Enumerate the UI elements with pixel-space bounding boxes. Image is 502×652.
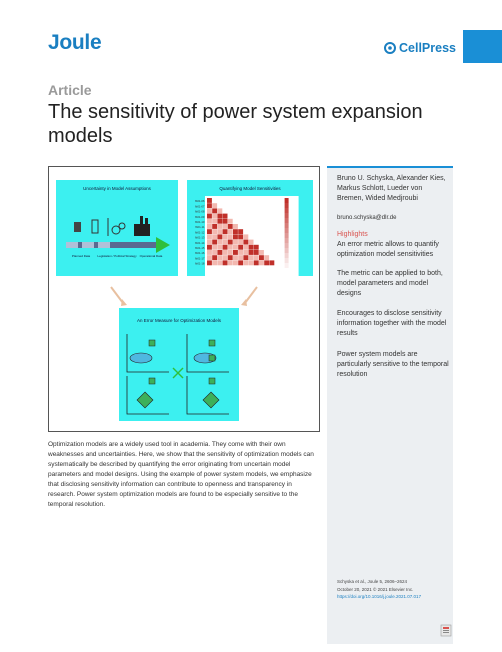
header-blue-tab <box>463 30 502 63</box>
heatmap-cell <box>233 240 238 245</box>
heatmap-colorbar-segment <box>285 218 289 223</box>
check-for-updates-icon[interactable] <box>440 624 452 637</box>
error-measure-illustration <box>119 308 239 421</box>
heatmap-cell <box>233 245 238 250</box>
heatmap-cell <box>254 250 259 255</box>
heatmap-cell <box>238 245 243 250</box>
heatmap-cell <box>207 224 212 229</box>
heatmap-cell <box>228 219 233 224</box>
heatmap-cell <box>207 208 212 213</box>
heatmap-row-label: fb01-16 <box>195 251 205 256</box>
heatmap-cell <box>228 260 233 265</box>
heatmap-cell <box>228 224 233 229</box>
panel-uncertainty-title: Uncertainty in Model Assumptions <box>83 186 151 191</box>
highlight-item: An error metric allows to quantify optimization model sensitivities <box>337 241 439 258</box>
heatmap-cell <box>207 234 212 239</box>
heatmap-colorbar-segment <box>285 243 289 248</box>
heatmap-cell <box>259 250 264 255</box>
heatmap-cell <box>207 250 212 255</box>
heatmap-cell <box>207 255 212 260</box>
heatmap-cell <box>212 250 217 255</box>
highlights-heading: Highlights <box>337 231 368 238</box>
heatmap-cell <box>264 255 269 260</box>
heatmap-cell <box>217 208 222 213</box>
heatmap-cell <box>212 214 217 219</box>
authors: Bruno U. Schyska, Alexander Kies, Markus Schlott, Lueder von Bremen, Wided Medjroubi <box>337 175 446 202</box>
heatmap-cell <box>233 234 238 239</box>
heatmap-cell <box>243 240 248 245</box>
heatmap-cell <box>212 245 217 250</box>
heatmap-cell <box>207 260 212 265</box>
heatmap-row-label: fb01-09 <box>195 214 205 219</box>
heatmap-cell <box>264 260 269 265</box>
heatmap-colorbar-segment <box>285 228 289 233</box>
heatmap-cell <box>217 255 222 260</box>
heatmap-cell <box>217 214 222 219</box>
heatmap-cell <box>217 229 222 234</box>
heatmap-colorbar-segment <box>285 233 289 238</box>
heatmap-cell <box>223 255 228 260</box>
journal-logo: Joule <box>48 31 102 54</box>
publisher-name: CellPress <box>399 41 456 55</box>
citation-block <box>337 578 453 601</box>
heatmap-row-label: fb01-06 <box>195 199 205 204</box>
heatmap-cell <box>238 250 243 255</box>
heatmap-cell <box>207 198 212 203</box>
heatmap-row-label: fb01-10 <box>195 219 205 224</box>
article-title: The sensitivity of power system expansion models <box>48 101 423 147</box>
heatmap-cell <box>217 224 222 229</box>
heatmap-cell <box>207 245 212 250</box>
heatmap-cell <box>217 245 222 250</box>
heatmap-cell <box>249 250 254 255</box>
heatmap-cell <box>223 214 228 219</box>
heatmap-cell <box>228 250 233 255</box>
heatmap-cell <box>212 240 217 245</box>
heatmap-colorbar-segment <box>285 238 289 243</box>
heatmap-cell <box>254 255 259 260</box>
heatmap-cell <box>259 255 264 260</box>
panel-sensitivities-title: Quantifying Model Sensitivities <box>219 186 281 191</box>
heatmap-cell <box>233 260 238 265</box>
heatmap-cell <box>238 255 243 260</box>
heatmap-cell <box>254 260 259 265</box>
heatmap-cell <box>212 260 217 265</box>
heatmap-cell <box>212 234 217 239</box>
heatmap-cell <box>207 240 212 245</box>
heatmap-cell <box>207 229 212 234</box>
heatmap-cell <box>238 260 243 265</box>
article-type-label: Article <box>48 82 92 98</box>
heatmap-cell <box>223 219 228 224</box>
heatmap-cell <box>212 224 217 229</box>
heatmap-cell <box>223 224 228 229</box>
heatmap-cell <box>243 260 248 265</box>
heatmap-cell <box>243 255 248 260</box>
heatmap-cell <box>223 250 228 255</box>
sensitivity-heatmap <box>187 180 313 276</box>
heatmap-row-label: fb01-08 <box>195 209 205 214</box>
heatmap-cell <box>217 240 222 245</box>
heatmap-cell <box>238 234 243 239</box>
panel-error-measure <box>119 308 239 421</box>
heatmap-row-label: fb01-12 <box>195 230 205 235</box>
heatmap-cell <box>233 250 238 255</box>
heatmap-cell <box>228 255 233 260</box>
timeline-label-2: Legislation / Political Strategy <box>97 254 137 258</box>
heatmap-colorbar-segment <box>285 258 289 263</box>
heatmap-colorbar-segment <box>285 198 289 203</box>
heatmap-cell <box>212 203 217 208</box>
sidebar <box>327 166 453 644</box>
timeline-label-3: Operational Data <box>139 254 163 258</box>
heatmap-cell <box>249 240 254 245</box>
heatmap-cell <box>249 245 254 250</box>
heatmap-cell <box>243 245 248 250</box>
heatmap-cell <box>238 240 243 245</box>
heatmap-colorbar-segment <box>285 263 289 268</box>
heatmap-cell <box>217 234 222 239</box>
heatmap-cell <box>217 219 222 224</box>
heatmap-colorbar-segment <box>285 213 289 218</box>
highlight-item: Power system models are particularly sensitive to the temporal resolution <box>337 351 449 378</box>
heatmap-cell <box>269 260 274 265</box>
heatmap-cell <box>217 250 222 255</box>
uncertainty-illustration <box>56 180 178 276</box>
doi-link[interactable]: https://doi.org/10.1016/j.joule.2021.07.017 <box>337 594 422 599</box>
heatmap-cell <box>207 219 212 224</box>
heatmap-cell <box>249 260 254 265</box>
heatmap-colorbar-segment <box>285 253 289 258</box>
heatmap-row-label: fb01-11 <box>195 225 205 230</box>
heatmap-row-label: fb01-07 <box>195 204 205 209</box>
panel-error-measure-title: An Error Measure for Optimization Models <box>136 318 222 323</box>
heatmap-cell <box>212 208 217 213</box>
heatmap-cell <box>254 245 259 250</box>
highlight-item: Encourages to disclose sensitivity information together with the model results <box>337 310 447 337</box>
heatmap-cell <box>228 245 233 250</box>
panel-uncertainty <box>56 180 178 276</box>
heatmap-cell <box>249 255 254 260</box>
cellpress-icon <box>384 42 396 54</box>
heatmap-cell <box>207 203 212 208</box>
heatmap-colorbar-segment <box>285 203 289 208</box>
heatmap-row-label: fb01-14 <box>195 240 205 245</box>
heatmap-cell <box>223 229 228 234</box>
heatmap-row-label: fb01-17 <box>195 256 205 261</box>
heatmap-cell <box>233 255 238 260</box>
heatmap-colorbar-segment <box>285 248 289 253</box>
panel-sensitivities <box>187 180 313 276</box>
heatmap-cell <box>233 229 238 234</box>
heatmap-cell <box>217 260 222 265</box>
heatmap-cell <box>223 240 228 245</box>
heatmap-cell <box>233 224 238 229</box>
heatmap-row-label: fb01-13 <box>195 235 205 240</box>
corresponding-email[interactable]: bruno.schyska@dlr.de <box>337 215 397 221</box>
heatmap-row-label: fb01-15 <box>195 245 205 250</box>
heatmap-cell <box>243 234 248 239</box>
heatmap-row-label: fb01-18 <box>195 261 205 266</box>
timeline-label-1: Planned Data <box>71 254 91 258</box>
heatmap-cell <box>212 229 217 234</box>
heatmap-colorbar-segment <box>285 223 289 228</box>
heatmap-cell <box>223 260 228 265</box>
abstract-text: Optimization models are a widely used tool in academia. They come with their own weaknesses and uncertainties. Here, we show that the sensitivity of optimization models can systematically be described by quantifying the error originating from uncertain model parameters and model designs. Using the example of power system models, we emphasize that disclosing sensitivity information can contribute to openness and transparency in research. Power system optimization models are found to be especially sensitive to the temporal resolution. <box>48 441 314 508</box>
graphical-abstract <box>48 166 320 432</box>
heatmap-cell <box>228 234 233 239</box>
publication-date: October 20, 2021 © 2021 Elsevier Inc. <box>337 586 414 592</box>
heatmap-cell <box>243 250 248 255</box>
heatmap-cell <box>207 214 212 219</box>
heatmap-colorbar-segment <box>285 208 289 213</box>
heatmap-cell <box>259 260 264 265</box>
heatmap-cell <box>223 245 228 250</box>
heatmap-cell <box>228 229 233 234</box>
heatmap-cell <box>223 234 228 239</box>
heatmap-cell <box>238 229 243 234</box>
highlight-item: The metric can be applied to both, model parameters and model designs <box>337 270 443 297</box>
citation: Schyska et al., Joule 5, 2606–2624 <box>337 579 408 584</box>
heatmap-cell <box>228 240 233 245</box>
publisher-logo <box>384 41 456 55</box>
heatmap-cell <box>212 219 217 224</box>
heatmap-cell <box>212 255 217 260</box>
